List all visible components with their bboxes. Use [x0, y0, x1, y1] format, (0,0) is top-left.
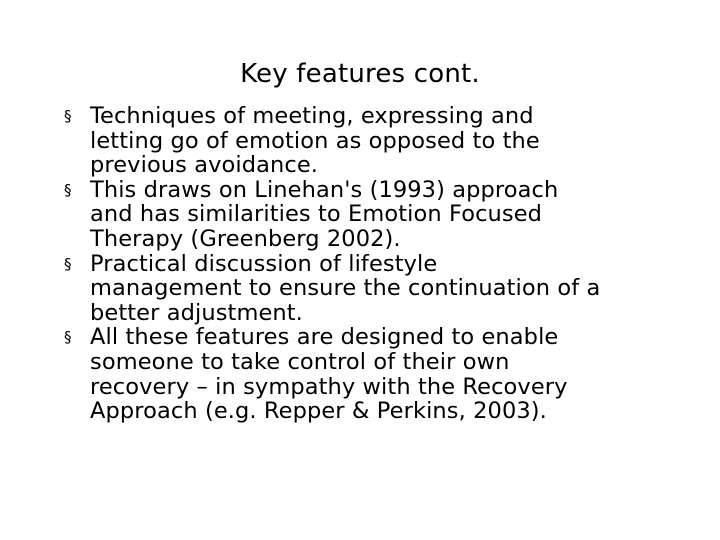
bullet-line: better adjustment.: [90, 299, 303, 326]
bullet-line: This draws on Linehan's (1993) approach: [90, 176, 559, 203]
bullet-line: All these features are designed to enable: [90, 324, 559, 351]
bullet-line: Therapy (Greenberg 2002).: [90, 225, 401, 252]
bullet-line: and has similarities to Emotion Focused: [90, 201, 543, 228]
slide-title: Key features cont.: [240, 59, 480, 89]
bullet-marker: §: [64, 328, 72, 347]
bullet-list: [64, 104, 684, 424]
bullet-item: [64, 252, 684, 326]
bullet-line: Practical discussion of lifestyle: [90, 250, 438, 277]
bullet-marker: §: [64, 180, 72, 199]
bullet-marker: §: [64, 107, 72, 125]
bullet-line: someone to take control of their own: [90, 348, 510, 375]
bullet-line: letting go of emotion as opposed to the: [90, 127, 540, 154]
bullet-line: Approach (e.g. Repper & Perkins, 2003).: [90, 398, 547, 425]
bullet-line: recovery – in sympathy with the Recovery: [90, 373, 568, 400]
bullet-line: Techniques of meeting, expressing and: [90, 103, 534, 129]
bullet-item: [64, 104, 684, 178]
bullet-line: previous avoidance.: [90, 152, 319, 179]
bullet-marker: §: [64, 254, 72, 273]
bullet-item: [64, 325, 684, 423]
bullet-line: management to ensure the continuation of a: [90, 275, 601, 302]
bullet-item: [64, 178, 684, 252]
